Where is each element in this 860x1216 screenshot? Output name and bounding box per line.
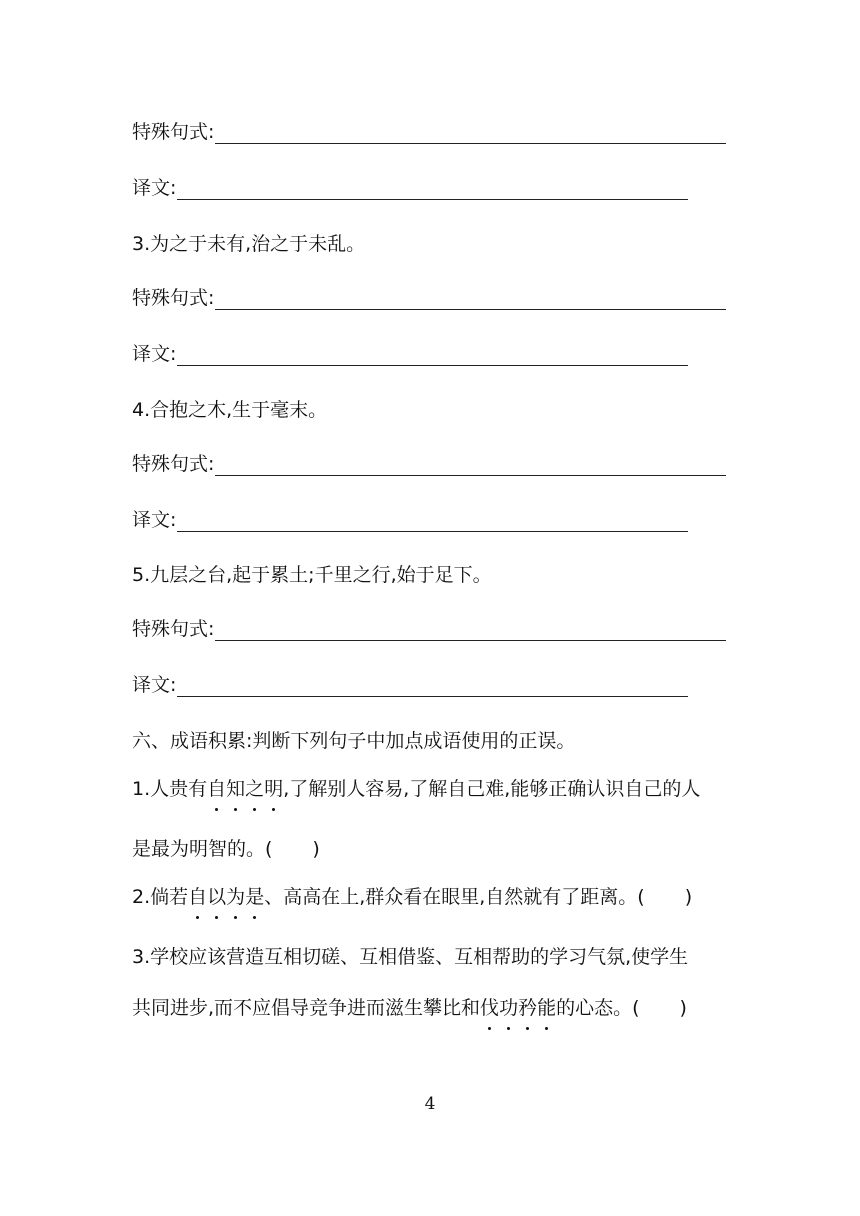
translation-label: 译文: (132, 674, 177, 696)
dotted-idiom-char: 知 (226, 778, 246, 800)
page-number: 4 (424, 1094, 436, 1114)
answer-blank[interactable] (177, 179, 688, 200)
dotted-idiom-char: 伐 (480, 997, 500, 1019)
q5-special-pattern-row (132, 617, 726, 641)
section-heading-text: 六、成语积累:判断下列句子中加点成语使用的正误。 (132, 730, 576, 752)
q3-sentence (132, 232, 365, 256)
dotted-idiom-char: 是 (245, 886, 265, 908)
question-text: 4.合抱之木,生于毫末。 (132, 399, 328, 421)
answer-blank[interactable] (215, 620, 726, 641)
translation-label: 译文: (132, 177, 177, 199)
dotted-idiom-char: 以 (207, 886, 227, 908)
dotted-idiom-char: 矜 (518, 997, 538, 1019)
q4-sentence (132, 398, 327, 422)
q2-special-pattern-row (132, 120, 726, 144)
dotted-idiom-char: 能 (537, 997, 557, 1019)
paren-close: ) (684, 886, 693, 908)
paren-close: ) (312, 838, 320, 860)
q2-translation-row (132, 176, 688, 200)
dotted-idiom-char: 明 (264, 778, 284, 800)
answer-blank[interactable] (215, 455, 726, 476)
special-pattern-label: 特殊句式: (132, 453, 215, 475)
answer-blank[interactable] (177, 511, 688, 532)
question-text: 共同进步,而不应倡导竞争进而滋生攀比和 (132, 997, 481, 1019)
answer-blank[interactable] (215, 289, 726, 310)
question-text: 1.人贵有 (132, 778, 208, 800)
q4-translation-row (132, 508, 688, 532)
idiom-q1-line2 (132, 837, 320, 861)
q4-special-pattern-row (132, 452, 726, 476)
special-pattern-label: 特殊句式: (132, 287, 215, 309)
question-text: 3.学校应该营造互相切磋、互相借鉴、互相帮助的学习气氛,使学生 (132, 946, 689, 968)
idiom-q2-line (132, 885, 692, 909)
idiom-q3-line1 (132, 945, 688, 969)
question-text: 是最为明智的。( (132, 838, 273, 860)
section-heading (132, 729, 575, 753)
idiom-q3-line2 (132, 996, 687, 1020)
question-text: 的心态。( (556, 997, 640, 1019)
idiom-q1-line1 (132, 777, 700, 801)
q5-sentence (132, 563, 492, 587)
special-pattern-label: 特殊句式: (132, 121, 215, 143)
dotted-idiom-char: 自 (188, 886, 208, 908)
translation-label: 译文: (132, 509, 177, 531)
answer-blank[interactable] (177, 676, 688, 697)
paren-close: ) (679, 997, 687, 1019)
question-text: 5.九层之台,起于累土;千里之行,始于足下。 (132, 564, 492, 586)
q3-translation-row (132, 342, 688, 366)
q5-translation-row (132, 673, 688, 697)
question-text: 、高高在上,群众看在眼里,自然就有了距离。( (264, 886, 645, 908)
q3-special-pattern-row (132, 286, 726, 310)
special-pattern-label: 特殊句式: (132, 618, 215, 640)
answer-blank[interactable] (215, 123, 726, 144)
dotted-idiom-char: 功 (499, 997, 519, 1019)
dotted-idiom-char: 自 (207, 778, 227, 800)
question-text: 2.倘若 (132, 886, 189, 908)
dotted-idiom-char: 为 (226, 886, 246, 908)
translation-label: 译文: (132, 343, 177, 365)
question-text: ,了解别人容易,了解自己难,能够正确认识自己的人 (283, 778, 701, 800)
dotted-idiom-char: 之 (245, 778, 265, 800)
question-text: 3.为之于未有,治之于未乱。 (132, 233, 366, 255)
answer-blank[interactable] (177, 345, 688, 366)
